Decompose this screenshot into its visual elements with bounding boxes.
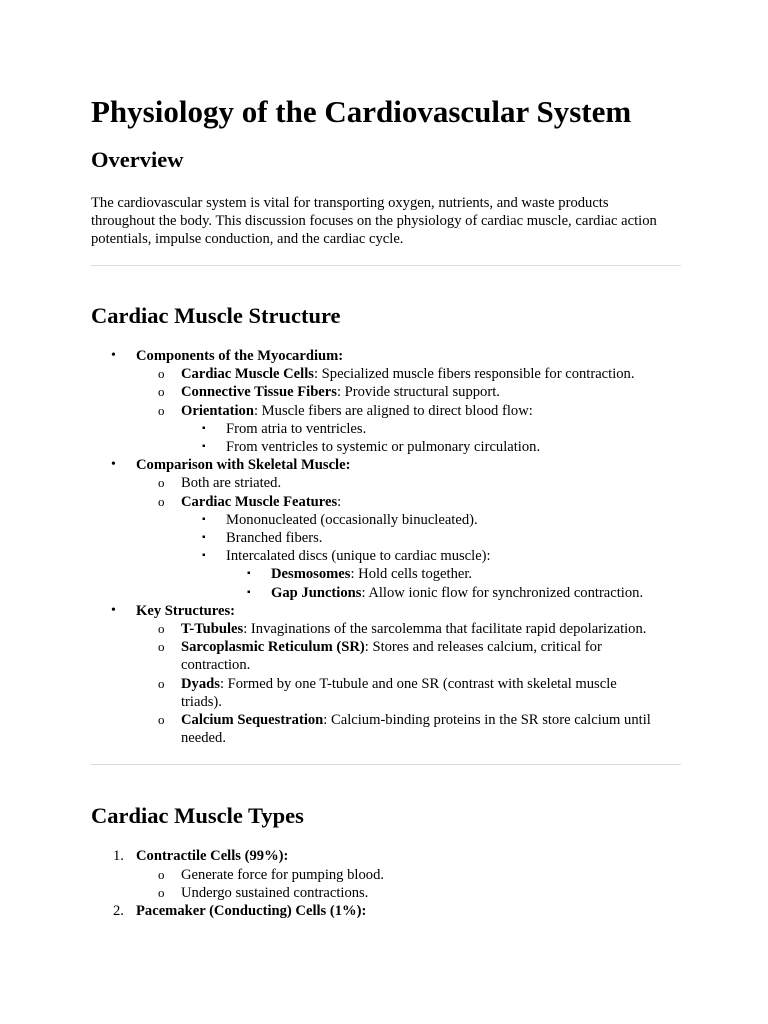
- section-divider: [91, 265, 681, 266]
- square-marker: ▪: [202, 550, 206, 562]
- circle-marker: o: [158, 866, 165, 882]
- list-item: ▪ From atria to ventricles.: [202, 420, 367, 437]
- types-list: [91, 847, 681, 920]
- structure-heading: Cardiac Muscle Structure: [91, 303, 341, 328]
- list-item: ▪ Mononucleated (occasionally binucleated).: [202, 511, 478, 528]
- circle-marker: o: [158, 493, 165, 509]
- list-item: o Sarcoplasmic Reticulum (SR): Stores and releases calcium, critical for contraction.: [158, 639, 602, 674]
- number-marker: 2.: [113, 903, 124, 920]
- list-item: ▪ Gap Junctions: Allow ionic flow for synchronized contraction.: [247, 584, 644, 601]
- bullet-marker: •: [111, 348, 116, 363]
- list-item: o Both are striated.: [158, 475, 282, 492]
- square-marker: ▪: [202, 532, 206, 544]
- overview-paragraph: [91, 194, 681, 248]
- page-title: Physiology of the Cardiovascular System: [91, 94, 632, 129]
- square-marker: ▪: [247, 586, 251, 598]
- overview-line: throughout the body. This discussion focuses on the physiology of cardiac muscle, cardiac action: [91, 213, 657, 229]
- list-item: 2. Pacemaker (Conducting) Cells (1%):: [113, 903, 367, 920]
- list-item: o Connective Tissue Fibers: Provide structural support.: [158, 384, 500, 401]
- list-item: • Key Structures:: [111, 602, 236, 619]
- bullet-marker: •: [111, 602, 116, 618]
- list-item: ▪ Branched fibers.: [202, 530, 323, 547]
- square-marker: ▪: [247, 568, 251, 580]
- document-content: [91, 92, 681, 920]
- list-item: 1. Contractile Cells (99%):: [113, 848, 289, 865]
- list-item: o Undergo sustained contractions.: [158, 884, 369, 901]
- bullet-marker: •: [111, 457, 116, 473]
- section-divider: [91, 764, 681, 765]
- circle-marker: o: [158, 712, 165, 728]
- circle-marker: o: [158, 384, 165, 400]
- circle-marker: o: [158, 884, 165, 900]
- square-marker: ▪: [202, 441, 206, 453]
- list-item: o Orientation: Muscle fibers are aligned to direct blood flow:: [158, 402, 533, 419]
- list-item: ▪ Desmosomes: Hold cells together.: [247, 566, 473, 583]
- list-item: ▪ From ventricles to systemic or pulmonary circulation.: [202, 439, 541, 456]
- circle-marker: o: [158, 402, 165, 418]
- list-item: • Comparison with Skeletal Muscle:: [111, 457, 351, 474]
- list-item: o T-Tubules: Invaginations of the sarcolemma that facilitate rapid depolarization.: [158, 621, 647, 638]
- list-item: ▪ Intercalated discs (unique to cardiac muscle):: [202, 548, 491, 565]
- circle-marker: o: [158, 621, 165, 637]
- list-item: o Dyads: Formed by one T-tubule and one SR (contrast with skeletal muscle triads).: [158, 675, 617, 710]
- list-item: o Cardiac Muscle Features:: [158, 493, 342, 510]
- circle-marker: o: [158, 675, 165, 691]
- list-item: o Calcium Sequestration: Calcium-binding proteins in the SR store calcium until needed.: [158, 712, 651, 747]
- overview-heading: Overview: [91, 147, 184, 172]
- overview-line: potentials, impulse conduction, and the cardiac cycle.: [91, 231, 404, 247]
- circle-marker: o: [158, 475, 165, 491]
- circle-marker: o: [158, 639, 165, 655]
- types-heading: Cardiac Muscle Types: [91, 803, 304, 829]
- structure-list: [91, 347, 681, 747]
- list-item: o Cardiac Muscle Cells: Specialized muscle fibers responsible for contraction.: [158, 366, 635, 383]
- list-item: • Components of the Myocardium:: [111, 348, 344, 364]
- list-item: o Generate force for pumping blood.: [158, 866, 385, 883]
- overview-line: The cardiovascular system is vital for transporting oxygen, nutrients, and waste products: [91, 195, 609, 211]
- square-marker: ▪: [202, 422, 206, 434]
- number-marker: 1.: [113, 848, 124, 865]
- circle-marker: o: [158, 366, 165, 382]
- square-marker: ▪: [202, 513, 206, 525]
